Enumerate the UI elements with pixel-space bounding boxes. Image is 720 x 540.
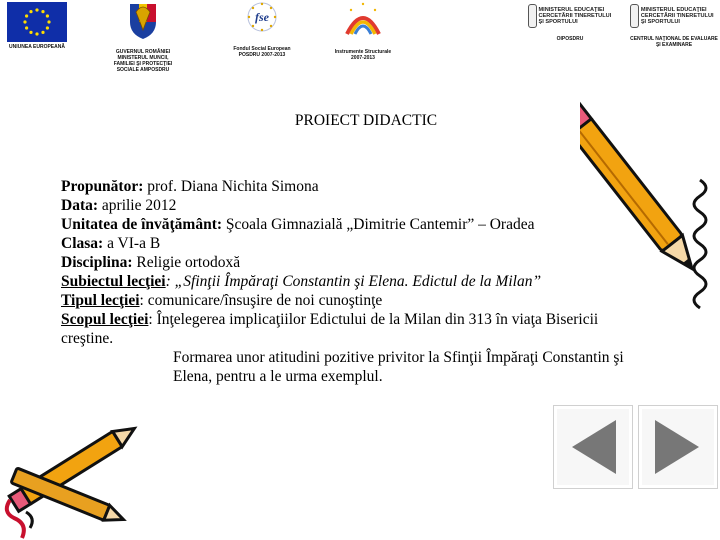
scope-label: Scopul lecţiei [61,311,149,328]
topic-label: Subiectul lecţiei [61,273,166,290]
ministry-seal-icon [528,4,537,28]
lesson-details [61,177,631,386]
scope-line [61,310,631,348]
subject-label: Disciplina: [61,254,133,271]
page-title: PROIECT DIDACTIC [294,112,438,129]
scope-second-paragraph: Formarea unor atitudini pozitive privitor la Sfinţii Împăraţi Constantin şi Elena, pentru a le urma exemplul. [173,349,624,385]
next-slide-button[interactable] [638,405,718,489]
class-label: Clasa: [61,235,104,252]
date-value: aprilie 2012 [98,197,177,214]
proposer-label: Propunător: [61,178,144,195]
proposer-value: prof. Diana Nichita Simona [143,178,319,195]
eu-flag-icon [7,2,67,42]
topic-value: : „Sfinţii Împăraţi Constantin şi Elena. Edictul de la Milan” [165,273,542,290]
structural-instruments-caption: Instrumente Structurale 2007-2013 [334,49,392,61]
government-caption: GUVERNUL ROMÂNIEI MINISTERUL MUNCII, FAMILIEI ŞI PROTECŢIEI SOCIALE AMPOSDRU [113,49,173,73]
class-value: a VI-a B [103,235,161,252]
triangle-left-icon [554,406,632,488]
subject-value: Religie ortodoxă [132,254,241,271]
class-line [61,234,631,253]
cnce-caption: CENTRUL NAŢIONAL DE EVALUARE ŞI EXAMINARE [630,36,718,48]
fse-emblem-icon [240,0,284,34]
government-logo [108,0,178,73]
ministry-text: MINISTERUL EDUCAŢIEI CERCETĂRII TINERETULUI ŞI SPORTULUI [640,6,714,26]
oiposdru-logo [528,0,612,42]
oiposdru-caption: OIPOSDRU [556,36,584,42]
type-value: : comunicare/însuşire de noi cunoştinţe [139,292,383,309]
cnce-logo [630,0,718,48]
date-label: Data: [61,197,99,214]
ministry-text: MINISTERUL EDUCAŢIEI CERCETĂRII TINERETULUI ŞI SPORTULUI [538,6,612,26]
type-line [61,291,631,310]
previous-slide-button[interactable] [553,405,633,489]
eu-logo [4,0,70,50]
romania-coat-of-arms-icon [126,0,160,40]
ministry-seal-icon [630,4,639,28]
structural-instruments-emblem-icon [343,0,383,42]
pencils-decoration-icon [0,400,150,540]
school-label: Unitatea de învăţământ: [61,216,223,233]
structural-instruments-logo [334,0,392,61]
school-line [61,215,631,234]
type-label: Tipul lecţiei [61,292,140,309]
proposer-line [61,177,631,196]
date-line [61,196,631,215]
scope-value: : Înţelegerea implicaţiilor Edictului de la Milan din 313 în viaţa Bisericii creştine. [61,311,599,347]
fse-logo [226,0,298,58]
fse-caption: Fondul Social European POSDRU 2007-2013 [233,46,291,58]
svg-text:fse: fse [255,10,269,24]
school-value: Şcoala Gimnazială „Dimitrie Cantemir” – Oradea [222,216,535,233]
triangle-right-icon [639,406,717,488]
topic-line [61,272,631,291]
eu-caption: UNIUNEA EUROPEANĂ [9,44,65,50]
subject-line [61,253,631,272]
